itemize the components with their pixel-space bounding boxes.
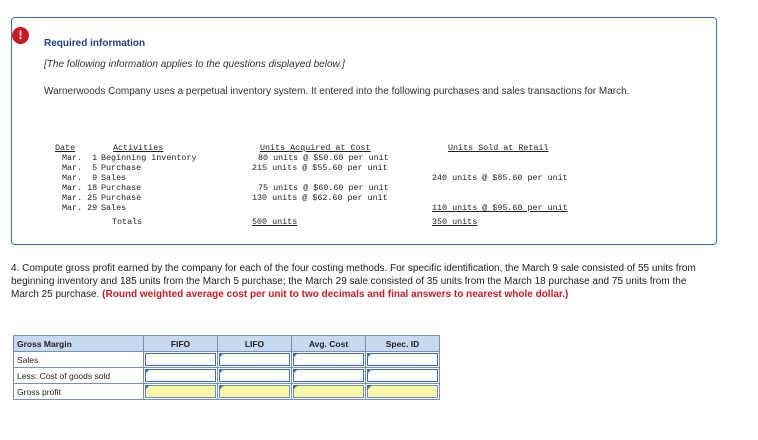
- ledger-acquired: 75 units @ $60.60 per unit: [258, 183, 389, 193]
- required-note: [The following information applies to the questions displayed below.]: [44, 59, 345, 70]
- gross-margin-table: [13, 335, 440, 400]
- question-rounding-note: (Round weighted average cost per unit to two decimals and final answers to nearest whole dollar.): [102, 289, 569, 300]
- ledger-date: Mar. 18: [62, 183, 98, 193]
- header-lifo: LIFO: [218, 336, 292, 352]
- sales-lifo-input[interactable]: [218, 352, 292, 368]
- ledger-activity: Beginning inventory: [101, 153, 197, 163]
- alert-icon: !: [12, 27, 29, 44]
- table-row-sales: [14, 352, 440, 368]
- header-spec-id: Spec. ID: [366, 336, 440, 352]
- question-4: [11, 262, 716, 301]
- ledger-activity: Purchase: [101, 193, 142, 203]
- totals-acquired: 500 units: [252, 217, 298, 227]
- cogs-avg-cost-input[interactable]: [292, 368, 366, 384]
- ledger-date: Mar. 25: [62, 193, 98, 203]
- row-label-gross-profit: Gross profit: [14, 384, 144, 400]
- totals-sold: 350 units: [432, 217, 478, 227]
- row-label-cogs: Less: Cost of goods sold: [14, 368, 144, 384]
- ledger-date: Mar. 29: [62, 203, 98, 213]
- totals-label: Totals: [112, 217, 143, 227]
- ledger-activity: Purchase: [101, 183, 142, 193]
- gross-profit-lifo-input[interactable]: [218, 384, 292, 400]
- cogs-fifo-input[interactable]: [144, 368, 218, 384]
- row-label-sales: Sales: [14, 352, 144, 368]
- header-gross-margin: Gross Margin: [14, 336, 144, 352]
- table-row-cogs: [14, 368, 440, 384]
- header-units-sold: Units Sold at Retail: [448, 143, 549, 153]
- gross-profit-avg-cost-input[interactable]: [292, 384, 366, 400]
- gross-profit-fifo-input[interactable]: [144, 384, 218, 400]
- header-fifo: FIFO: [144, 336, 218, 352]
- sales-fifo-input[interactable]: [144, 352, 218, 368]
- table-header-row: [14, 336, 440, 352]
- cogs-lifo-input[interactable]: [218, 368, 292, 384]
- transactions-ledger: [55, 143, 595, 227]
- ledger-sold: 240 units @ $85.60 per unit: [432, 173, 568, 183]
- ledger-activity: Purchase: [101, 163, 142, 173]
- sales-spec-id-input[interactable]: [366, 352, 440, 368]
- required-body: Warnerwoods Company uses a perpetual inventory system. It entered into the following purchases and sales transactions for March.: [44, 86, 630, 97]
- required-title: Required information: [44, 38, 146, 49]
- header-units-acquired: Units Acquired at Cost: [260, 143, 371, 153]
- ledger-sold: 110 units @ $95.60 per unit: [432, 203, 568, 213]
- question-text: 4. Compute gross profit earned by the company for each of the four costing methods. For specific identification, the March 9 sale consisted of 55 units from beginning inventory and 185 units from the March 5 purchase; the March 29 sale consisted of 35 units from the March 18 purchase and 75 units from the March 25 purchase.: [11, 263, 696, 300]
- header-avg-cost: Avg. Cost: [292, 336, 366, 352]
- gross-profit-spec-id-input[interactable]: [366, 384, 440, 400]
- ledger-activity: Sales: [101, 203, 127, 213]
- ledger-acquired: 215 units @ $55.60 per unit: [252, 163, 388, 173]
- required-information-panel: [11, 17, 717, 245]
- ledger-date: Mar. 9: [62, 173, 98, 183]
- header-activities: Activities: [113, 143, 164, 153]
- ledger-acquired: 130 units @ $62.60 per unit: [252, 193, 388, 203]
- ledger-date: Mar. 5: [62, 163, 98, 173]
- cogs-spec-id-input[interactable]: [366, 368, 440, 384]
- header-date: Date: [55, 143, 76, 153]
- ledger-acquired: 80 units @ $50.60 per unit: [258, 153, 389, 163]
- ledger-date: Mar. 1: [62, 153, 98, 163]
- sales-avg-cost-input[interactable]: [292, 352, 366, 368]
- table-row-gross-profit: [14, 384, 440, 400]
- ledger-activity: Sales: [101, 173, 127, 183]
